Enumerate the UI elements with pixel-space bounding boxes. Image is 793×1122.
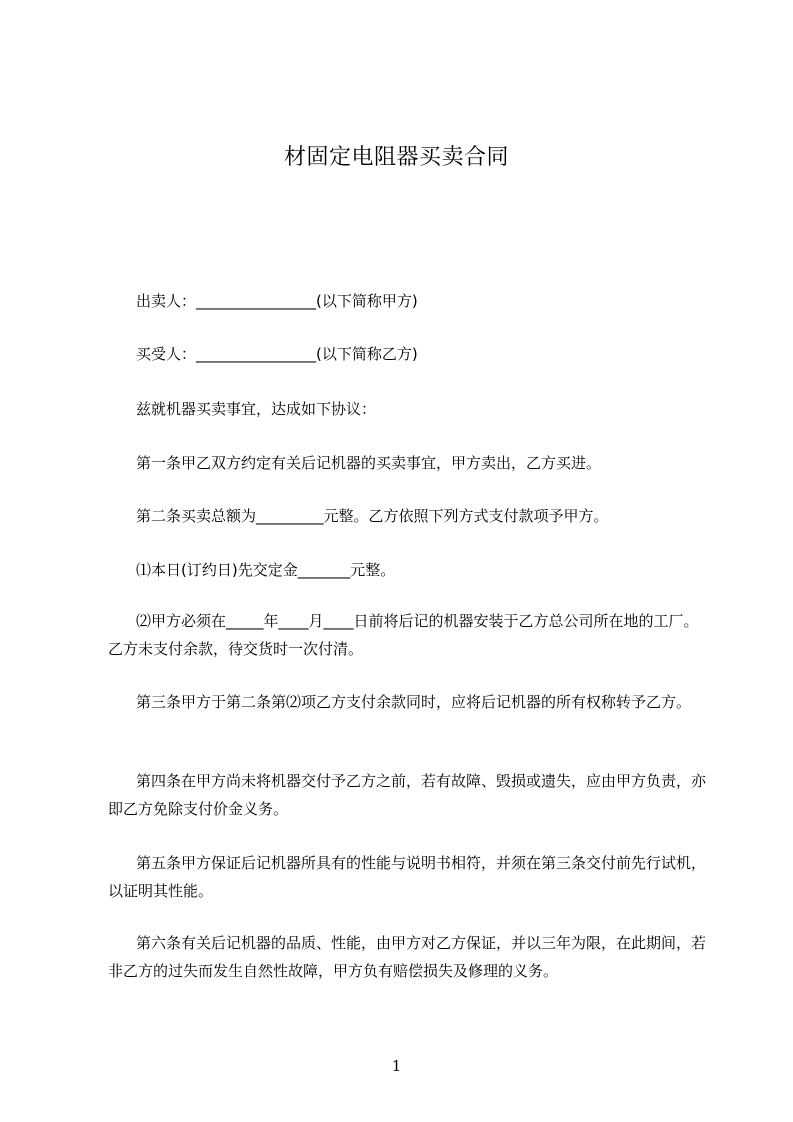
seller-line: 出卖人：________________(以下简称甲方) <box>136 292 418 310</box>
article-1: 第一条甲乙双方约定有关后记机器的买卖事宜，甲方卖出，乙方买进。 <box>136 454 602 472</box>
page-number: 1 <box>391 1057 402 1075</box>
article-5: 第五条甲方保证后记机器所具有的性能与说明书相符，并须在第三条交付前先行试机，以证明其性能。 <box>108 854 707 900</box>
article-3: 第三条甲方于第二条第⑵项乙方支付余款同时，应将后记机器的所有权称转予乙方。 <box>136 693 692 711</box>
article-4: 第四条在甲方尚未将机器交付予乙方之前，若有故障、毁损或遗失，应由甲方负责，亦即乙方免除支付价金义务。 <box>108 772 707 818</box>
article-2: 第二条买卖总额为_________元整。乙方依照下列方式支付款项予甲方。 <box>136 507 609 525</box>
contract-title: 材固定电阻器买卖合同 <box>283 145 509 170</box>
article-6: 第六条有关后记机器的品质、性能，由甲方对乙方保证，并以三年为限，在此期间，若非乙方的过失而发生自然性故障，甲方负有赔偿损失及修理的义务。 <box>108 934 707 980</box>
article-2-item-1: ⑴本日(订约日)先交定金_______元整。 <box>136 561 396 579</box>
buyer-line: 买受人：________________(以下简称乙方) <box>136 345 418 363</box>
agreement-intro: 兹就机器买卖事宜，达成如下协议： <box>136 400 377 418</box>
article-2-item-2: ⑵甲方必须在_____年____月____日前将后记的机器安装于乙方总公司所在地的工厂。乙方未支付余款，待交货时一次付清。 <box>108 612 699 658</box>
